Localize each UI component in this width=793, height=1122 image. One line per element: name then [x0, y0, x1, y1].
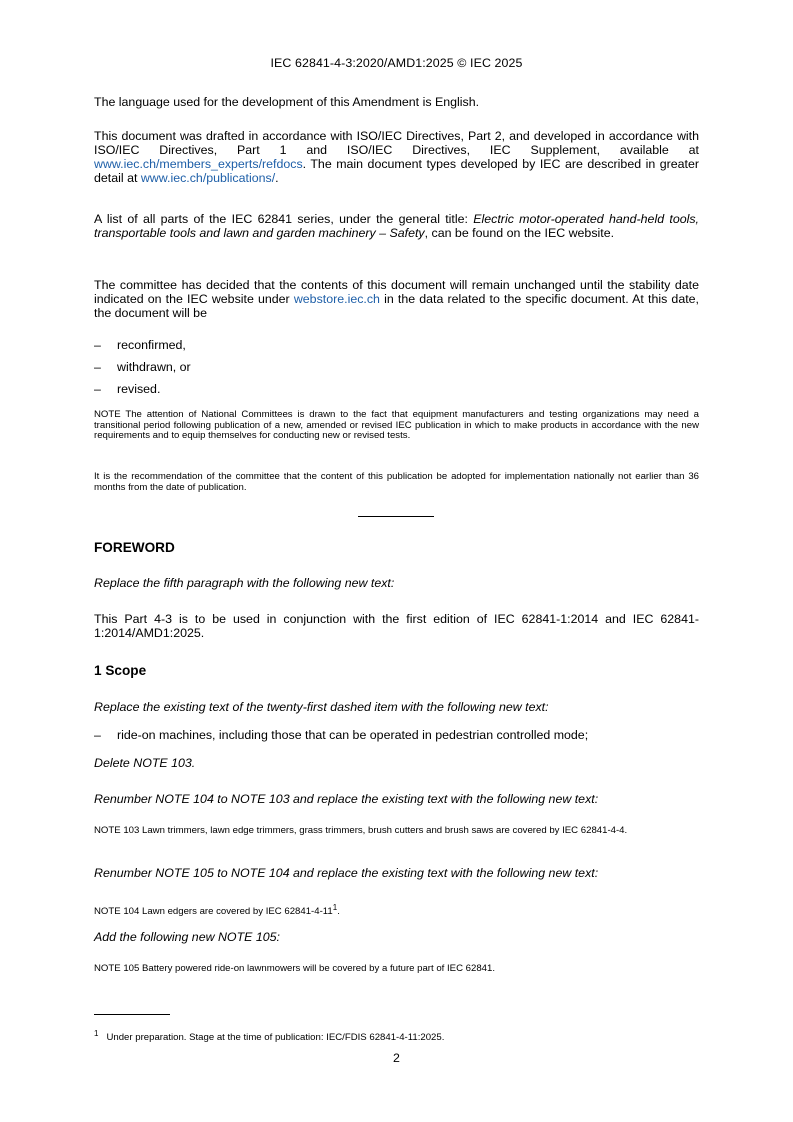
series-title: Electric motor-operated hand-held tools, transportable tools and lawn and garden machinery – Safety: [94, 212, 699, 240]
foreword-text: This Part 4-3 is to be used in conjunction with the first edition of IEC 62841-1:2014 and IEC 62841-1:2014/AMD1:2025.: [94, 612, 699, 640]
recommendation-note: It is the recommendation of the committee that the content of this publication be adopted for implementation nationally not earlier than 36 months from the date of publication.: [94, 471, 699, 493]
drafting-text-a: This document was drafted in accordance with ISO/IEC Directives, Part 2, and developed in accordance with ISO/IEC Directives, Part 1 and ISO/IEC Directives, IEC Supplement, available at: [94, 129, 699, 157]
page-number: 2: [393, 1051, 400, 1065]
note-national-committees: NOTE The attention of National Committees is drawn to the fact that equipment manufacturers and testing organizations may need a transitional period following publication of a new, amended or revised IEC publication in which to make products in accordance with the new requirements and to equip themselves for conducting new or revised tests.: [94, 409, 699, 442]
drafting-paragraph: [94, 129, 699, 185]
scope-instruction-2: Delete NOTE 103.: [94, 756, 196, 770]
dash-marker: –: [94, 338, 101, 352]
note-104: [94, 903, 699, 918]
footnote-marker: 1: [94, 1029, 99, 1038]
dash-marker: –: [94, 728, 101, 742]
option-revised: revised.: [117, 382, 161, 396]
scope-heading: 1 Scope: [94, 663, 147, 678]
webstore-link[interactable]: webstore.iec.ch: [293, 292, 380, 306]
footnote-ref[interactable]: 1: [332, 903, 338, 912]
note-105: NOTE 105 Battery powered ride-on lawnmowers will be covered by a future part of IEC 62841.: [94, 963, 496, 974]
scope-item-text: ride-on machines, including those that can be operated in pedestrian controlled mode;: [117, 728, 589, 742]
option-reconfirmed: reconfirmed,: [117, 338, 186, 352]
scope-instruction-5: Add the following new NOTE 105:: [94, 930, 280, 944]
scope-list-item: [94, 728, 588, 742]
note-104-text: NOTE 104 Lawn edgers are covered by IEC 62841-4-11: [94, 906, 333, 918]
note-104-end: .: [337, 906, 340, 918]
list-item: [94, 360, 191, 374]
scope-instruction-3: Renumber NOTE 104 to NOTE 103 and replace the existing text with the following new text:: [94, 792, 599, 806]
drafting-text-c: .: [275, 171, 279, 185]
dash-marker: –: [94, 360, 101, 374]
scope-instruction-1: Replace the existing text of the twenty-first dashed item with the following new text:: [94, 700, 549, 714]
section-divider: [358, 516, 434, 517]
drafting-text-b: . The main document types developed by IEC are described in greater detail at: [94, 157, 699, 185]
note-103: NOTE 103 Lawn trimmers, lawn edge trimmers, grass trimmers, brush cutters and brush saws are covered by IEC 62841-4-4.: [94, 825, 628, 836]
dash-marker: –: [94, 382, 101, 396]
footnote-text: Under preparation. Stage at the time of publication: IEC/FDIS 62841-4-11:2025.: [106, 1032, 445, 1044]
scope-instruction-4: Renumber NOTE 105 to NOTE 104 and replace the existing text with the following new text:: [94, 866, 599, 880]
series-text-a: A list of all parts of the IEC 62841 series, under the general title:: [94, 212, 474, 226]
option-withdrawn: withdrawn, or: [117, 360, 191, 374]
foreword-heading: FOREWORD: [94, 540, 175, 555]
running-header: IEC 62841-4-3:2020/AMD1:2025 © IEC 2025: [270, 56, 523, 70]
language-statement: The language used for the development of this Amendment is English.: [94, 95, 480, 109]
publications-link[interactable]: www.iec.ch/publications/: [140, 171, 276, 185]
committee-text-b: in the data related to the specific document. At this date, the document will be: [94, 292, 699, 320]
series-paragraph: [94, 212, 699, 240]
committee-text-a: The committee has decided that the contents of this document will remain unchanged until the stability date indicated on the IEC website under: [94, 278, 699, 306]
foreword-instruction: Replace the fifth paragraph with the following new text:: [94, 576, 395, 590]
footnote: [94, 1027, 699, 1045]
list-item: [94, 338, 186, 352]
committee-paragraph: [94, 278, 699, 320]
list-item: [94, 382, 160, 396]
refdocs-link[interactable]: www.iec.ch/members_experts/refdocs: [94, 157, 303, 171]
footnote-divider: [94, 1014, 170, 1015]
series-text-b: , can be found on the IEC website.: [424, 226, 615, 240]
